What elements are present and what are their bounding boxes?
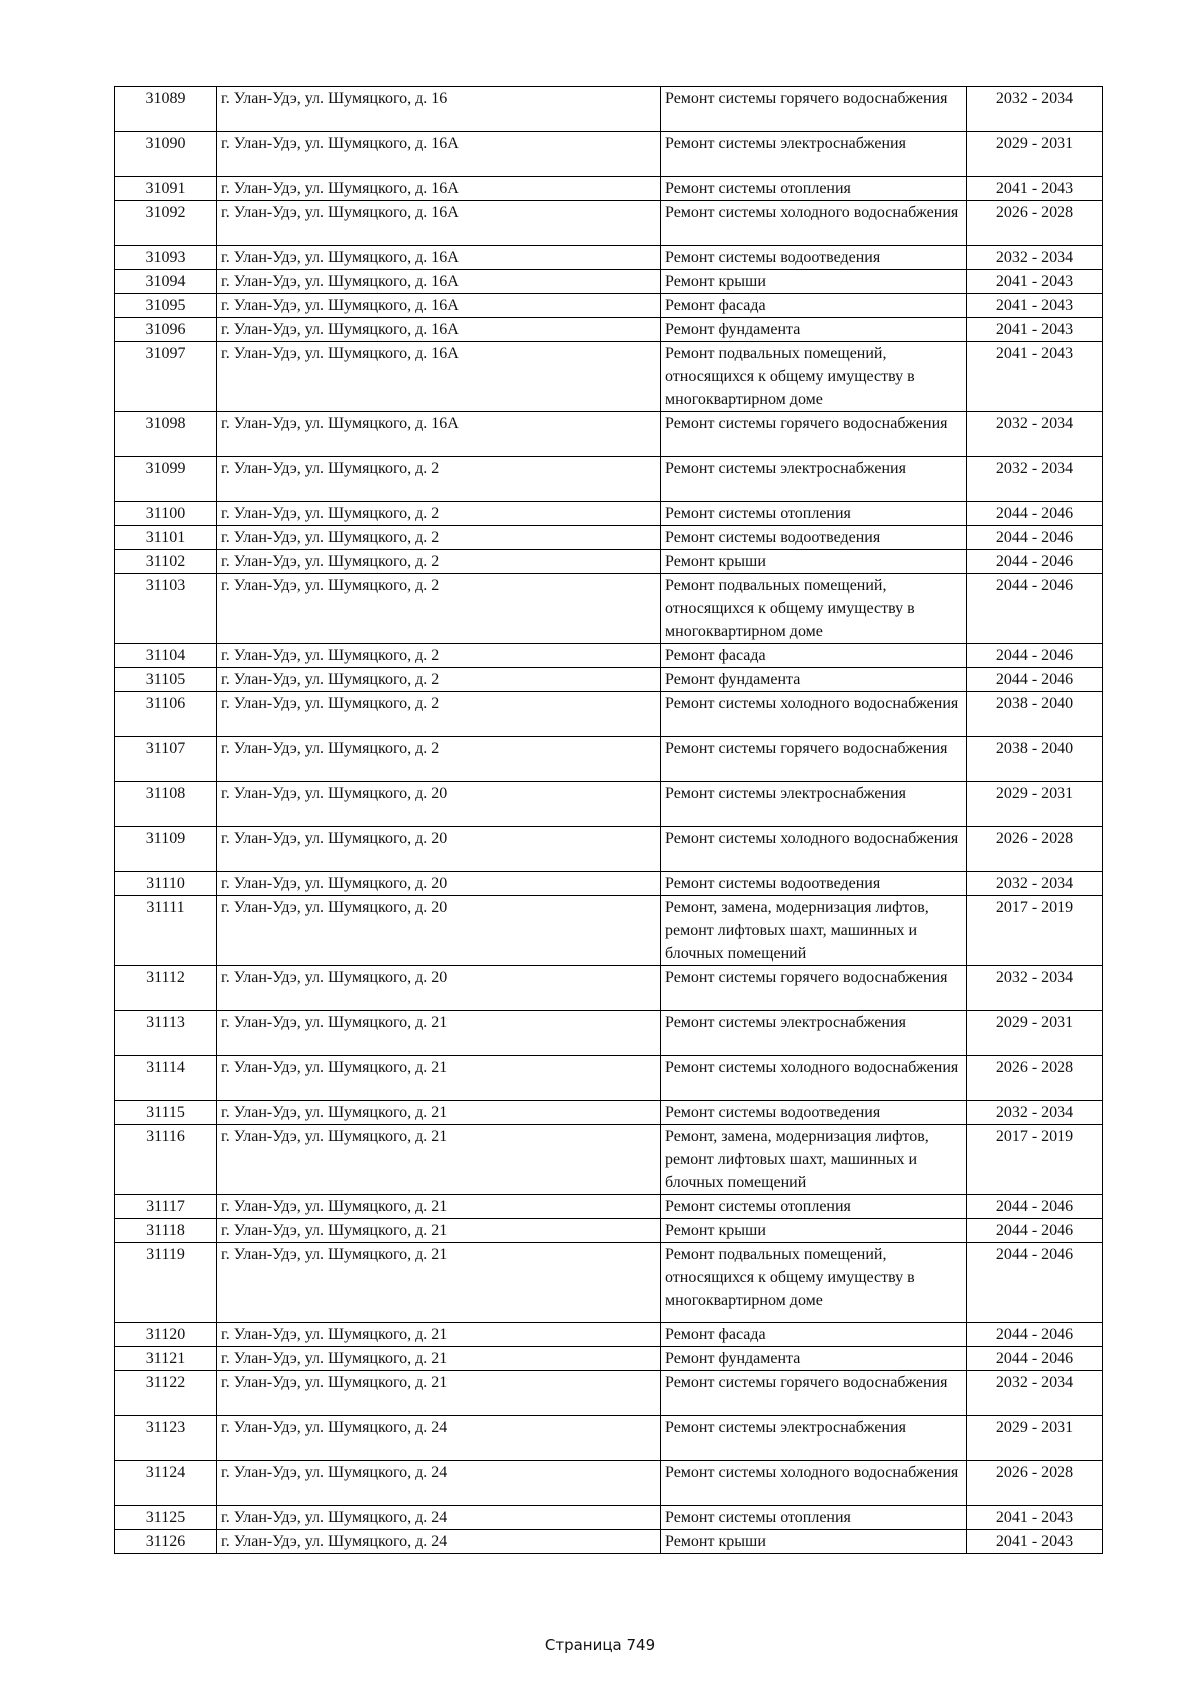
cell-period: 2041 - 2043 <box>967 342 1103 412</box>
table-row <box>115 1416 1103 1461</box>
cell-address: г. Улан-Удэ, ул. Шумяцкого, д. 21 <box>217 1011 661 1056</box>
cell-address: г. Улан-Удэ, ул. Шумяцкого, д. 20 <box>217 966 661 1011</box>
cell-work: Ремонт системы электроснабжения <box>661 782 967 827</box>
cell-address: г. Улан-Удэ, ул. Шумяцкого, д. 21 <box>217 1056 661 1101</box>
cell-address: г. Улан-Удэ, ул. Шумяцкого, д. 16 <box>217 87 661 132</box>
table-row <box>115 342 1103 412</box>
table-body <box>115 87 1103 1554</box>
cell-work: Ремонт системы электроснабжения <box>661 1011 967 1056</box>
cell-work: Ремонт крыши <box>661 270 967 294</box>
table-row <box>115 1125 1103 1195</box>
cell-address: г. Улан-Удэ, ул. Шумяцкого, д. 16А <box>217 246 661 270</box>
cell-id: 31117 <box>115 1195 217 1219</box>
cell-address: г. Улан-Удэ, ул. Шумяцкого, д. 16А <box>217 342 661 412</box>
cell-address: г. Улан-Удэ, ул. Шумяцкого, д. 21 <box>217 1371 661 1416</box>
cell-period: 2044 - 2046 <box>967 1219 1103 1243</box>
cell-address: г. Улан-Удэ, ул. Шумяцкого, д. 24 <box>217 1416 661 1461</box>
cell-period: 2017 - 2019 <box>967 896 1103 966</box>
table-row <box>115 827 1103 872</box>
cell-id: 31126 <box>115 1530 217 1554</box>
cell-period: 2026 - 2028 <box>967 1056 1103 1101</box>
table-row <box>115 1195 1103 1219</box>
cell-id: 31123 <box>115 1416 217 1461</box>
table-row <box>115 668 1103 692</box>
cell-id: 31113 <box>115 1011 217 1056</box>
cell-id: 31094 <box>115 270 217 294</box>
cell-address: г. Улан-Удэ, ул. Шумяцкого, д. 2 <box>217 526 661 550</box>
cell-period: 2044 - 2046 <box>967 574 1103 644</box>
cell-address: г. Улан-Удэ, ул. Шумяцкого, д. 21 <box>217 1243 661 1323</box>
cell-work: Ремонт фасада <box>661 294 967 318</box>
cell-address: г. Улан-Удэ, ул. Шумяцкого, д. 16А <box>217 318 661 342</box>
cell-period: 2026 - 2028 <box>967 1461 1103 1506</box>
cell-address: г. Улан-Удэ, ул. Шумяцкого, д. 20 <box>217 872 661 896</box>
table-row <box>115 574 1103 644</box>
cell-period: 2029 - 2031 <box>967 1011 1103 1056</box>
cell-address: г. Улан-Удэ, ул. Шумяцкого, д. 24 <box>217 1461 661 1506</box>
cell-period: 2026 - 2028 <box>967 827 1103 872</box>
cell-period: 2041 - 2043 <box>967 294 1103 318</box>
cell-id: 31092 <box>115 201 217 246</box>
cell-work: Ремонт системы горячего водоснабжения <box>661 87 967 132</box>
cell-period: 2044 - 2046 <box>967 1195 1103 1219</box>
table-row <box>115 177 1103 201</box>
cell-work: Ремонт системы водоотведения <box>661 1101 967 1125</box>
cell-work: Ремонт, замена, модернизация лифтов, ремонт лифтовых шахт, машинных и блочных помещений <box>661 896 967 966</box>
cell-id: 31122 <box>115 1371 217 1416</box>
cell-address: г. Улан-Удэ, ул. Шумяцкого, д. 24 <box>217 1506 661 1530</box>
cell-work: Ремонт системы отопления <box>661 177 967 201</box>
cell-work: Ремонт системы отопления <box>661 1195 967 1219</box>
table-row <box>115 318 1103 342</box>
cell-address: г. Улан-Удэ, ул. Шумяцкого, д. 21 <box>217 1195 661 1219</box>
cell-work: Ремонт системы холодного водоснабжения <box>661 201 967 246</box>
cell-work: Ремонт фундамента <box>661 668 967 692</box>
table-row <box>115 270 1103 294</box>
cell-address: г. Улан-Удэ, ул. Шумяцкого, д. 16А <box>217 270 661 294</box>
cell-address: г. Улан-Удэ, ул. Шумяцкого, д. 21 <box>217 1219 661 1243</box>
table-row <box>115 872 1103 896</box>
cell-period: 2032 - 2034 <box>967 1101 1103 1125</box>
cell-work: Ремонт системы электроснабжения <box>661 457 967 502</box>
cell-id: 31114 <box>115 1056 217 1101</box>
repair-schedule-table <box>114 86 1103 1554</box>
cell-id: 31102 <box>115 550 217 574</box>
cell-work: Ремонт системы отопления <box>661 1506 967 1530</box>
cell-id: 31121 <box>115 1347 217 1371</box>
cell-work: Ремонт системы холодного водоснабжения <box>661 1461 967 1506</box>
table-row <box>115 1371 1103 1416</box>
table-row <box>115 1323 1103 1347</box>
table-row <box>115 201 1103 246</box>
table-row <box>115 1347 1103 1371</box>
cell-id: 31111 <box>115 896 217 966</box>
cell-work: Ремонт системы горячего водоснабжения <box>661 412 967 457</box>
table-row <box>115 1011 1103 1056</box>
table-row <box>115 1056 1103 1101</box>
cell-address: г. Улан-Удэ, ул. Шумяцкого, д. 2 <box>217 692 661 737</box>
cell-period: 2032 - 2034 <box>967 457 1103 502</box>
cell-id: 31103 <box>115 574 217 644</box>
table-row <box>115 294 1103 318</box>
cell-address: г. Улан-Удэ, ул. Шумяцкого, д. 2 <box>217 668 661 692</box>
table-row <box>115 1506 1103 1530</box>
table-row <box>115 782 1103 827</box>
cell-id: 31096 <box>115 318 217 342</box>
table-row <box>115 737 1103 782</box>
cell-address: г. Улан-Удэ, ул. Шумяцкого, д. 2 <box>217 644 661 668</box>
cell-id: 31105 <box>115 668 217 692</box>
cell-work: Ремонт крыши <box>661 550 967 574</box>
cell-period: 2017 - 2019 <box>967 1125 1103 1195</box>
cell-id: 31124 <box>115 1461 217 1506</box>
cell-period: 2041 - 2043 <box>967 318 1103 342</box>
cell-period: 2044 - 2046 <box>967 526 1103 550</box>
cell-period: 2038 - 2040 <box>967 692 1103 737</box>
cell-work: Ремонт подвальных помещений, относящихся к общему имуществу в многоквартирном доме <box>661 574 967 644</box>
cell-period: 2029 - 2031 <box>967 1416 1103 1461</box>
cell-work: Ремонт системы холодного водоснабжения <box>661 827 967 872</box>
table-row <box>115 526 1103 550</box>
cell-work: Ремонт фундамента <box>661 1347 967 1371</box>
cell-address: г. Улан-Удэ, ул. Шумяцкого, д. 20 <box>217 896 661 966</box>
cell-period: 2044 - 2046 <box>967 1243 1103 1323</box>
cell-period: 2026 - 2028 <box>967 201 1103 246</box>
table-row <box>115 692 1103 737</box>
table-row <box>115 457 1103 502</box>
cell-id: 31097 <box>115 342 217 412</box>
cell-address: г. Улан-Удэ, ул. Шумяцкого, д. 2 <box>217 574 661 644</box>
cell-id: 31099 <box>115 457 217 502</box>
table-row <box>115 1461 1103 1506</box>
cell-address: г. Улан-Удэ, ул. Шумяцкого, д. 2 <box>217 457 661 502</box>
cell-period: 2041 - 2043 <box>967 177 1103 201</box>
cell-address: г. Улан-Удэ, ул. Шумяцкого, д. 16А <box>217 177 661 201</box>
table-row <box>115 246 1103 270</box>
cell-period: 2044 - 2046 <box>967 1347 1103 1371</box>
cell-address: г. Улан-Удэ, ул. Шумяцкого, д. 16А <box>217 201 661 246</box>
cell-work: Ремонт подвальных помещений, относящихся к общему имуществу в многоквартирном доме <box>661 1243 967 1323</box>
cell-id: 31100 <box>115 502 217 526</box>
cell-work: Ремонт крыши <box>661 1219 967 1243</box>
cell-work: Ремонт системы водоотведения <box>661 872 967 896</box>
cell-work: Ремонт фундамента <box>661 318 967 342</box>
cell-id: 31118 <box>115 1219 217 1243</box>
cell-id: 31108 <box>115 782 217 827</box>
cell-work: Ремонт системы холодного водоснабжения <box>661 692 967 737</box>
cell-period: 2032 - 2034 <box>967 1371 1103 1416</box>
cell-id: 31107 <box>115 737 217 782</box>
cell-period: 2032 - 2034 <box>967 87 1103 132</box>
table-row <box>115 412 1103 457</box>
cell-id: 31116 <box>115 1125 217 1195</box>
cell-period: 2044 - 2046 <box>967 550 1103 574</box>
cell-work: Ремонт системы горячего водоснабжения <box>661 966 967 1011</box>
cell-period: 2032 - 2034 <box>967 246 1103 270</box>
cell-address: г. Улан-Удэ, ул. Шумяцкого, д. 21 <box>217 1347 661 1371</box>
table-row <box>115 896 1103 966</box>
cell-id: 31091 <box>115 177 217 201</box>
cell-period: 2044 - 2046 <box>967 644 1103 668</box>
cell-id: 31115 <box>115 1101 217 1125</box>
cell-address: г. Улан-Удэ, ул. Шумяцкого, д. 16А <box>217 294 661 318</box>
cell-work: Ремонт системы горячего водоснабжения <box>661 1371 967 1416</box>
cell-period: 2044 - 2046 <box>967 668 1103 692</box>
cell-address: г. Улан-Удэ, ул. Шумяцкого, д. 2 <box>217 550 661 574</box>
cell-id: 31110 <box>115 872 217 896</box>
table-row <box>115 1243 1103 1323</box>
cell-address: г. Улан-Удэ, ул. Шумяцкого, д. 20 <box>217 782 661 827</box>
cell-address: г. Улан-Удэ, ул. Шумяцкого, д. 21 <box>217 1125 661 1195</box>
cell-period: 2044 - 2046 <box>967 1323 1103 1347</box>
cell-id: 31112 <box>115 966 217 1011</box>
cell-work: Ремонт, замена, модернизация лифтов, ремонт лифтовых шахт, машинных и блочных помещений <box>661 1125 967 1195</box>
cell-period: 2032 - 2034 <box>967 966 1103 1011</box>
table-row <box>115 966 1103 1011</box>
table-row <box>115 550 1103 574</box>
cell-period: 2032 - 2034 <box>967 412 1103 457</box>
cell-work: Ремонт фасада <box>661 644 967 668</box>
cell-id: 31106 <box>115 692 217 737</box>
cell-work: Ремонт системы водоотведения <box>661 246 967 270</box>
cell-id: 31101 <box>115 526 217 550</box>
cell-work: Ремонт системы холодного водоснабжения <box>661 1056 967 1101</box>
cell-address: г. Улан-Удэ, ул. Шумяцкого, д. 21 <box>217 1101 661 1125</box>
cell-address: г. Улан-Удэ, ул. Шумяцкого, д. 24 <box>217 1530 661 1554</box>
cell-work: Ремонт системы водоотведения <box>661 526 967 550</box>
cell-address: г. Улан-Удэ, ул. Шумяцкого, д. 16А <box>217 412 661 457</box>
cell-address: г. Улан-Удэ, ул. Шумяцкого, д. 16А <box>217 132 661 177</box>
cell-work: Ремонт фасада <box>661 1323 967 1347</box>
cell-work: Ремонт крыши <box>661 1530 967 1554</box>
cell-period: 2032 - 2034 <box>967 872 1103 896</box>
cell-id: 31120 <box>115 1323 217 1347</box>
cell-address: г. Улан-Удэ, ул. Шумяцкого, д. 21 <box>217 1323 661 1347</box>
cell-id: 31125 <box>115 1506 217 1530</box>
table-row <box>115 644 1103 668</box>
table-row <box>115 502 1103 526</box>
cell-id: 31089 <box>115 87 217 132</box>
cell-id: 31095 <box>115 294 217 318</box>
cell-id: 31119 <box>115 1243 217 1323</box>
table-row <box>115 87 1103 132</box>
cell-work: Ремонт подвальных помещений, относящихся к общему имуществу в многоквартирном доме <box>661 342 967 412</box>
cell-work: Ремонт системы электроснабжения <box>661 132 967 177</box>
page-number: Страница 749 <box>544 1636 656 1654</box>
cell-period: 2038 - 2040 <box>967 737 1103 782</box>
table-row <box>115 1101 1103 1125</box>
cell-id: 31093 <box>115 246 217 270</box>
cell-id: 31109 <box>115 827 217 872</box>
table-row <box>115 132 1103 177</box>
cell-work: Ремонт системы отопления <box>661 502 967 526</box>
cell-period: 2044 - 2046 <box>967 502 1103 526</box>
table-row <box>115 1219 1103 1243</box>
cell-address: г. Улан-Удэ, ул. Шумяцкого, д. 2 <box>217 502 661 526</box>
cell-period: 2041 - 2043 <box>967 1530 1103 1554</box>
cell-period: 2029 - 2031 <box>967 782 1103 827</box>
cell-period: 2041 - 2043 <box>967 270 1103 294</box>
cell-work: Ремонт системы электроснабжения <box>661 1416 967 1461</box>
cell-period: 2041 - 2043 <box>967 1506 1103 1530</box>
cell-work: Ремонт системы горячего водоснабжения <box>661 737 967 782</box>
cell-period: 2029 - 2031 <box>967 132 1103 177</box>
cell-id: 31098 <box>115 412 217 457</box>
table-row <box>115 1530 1103 1554</box>
cell-id: 31090 <box>115 132 217 177</box>
cell-id: 31104 <box>115 644 217 668</box>
cell-address: г. Улан-Удэ, ул. Шумяцкого, д. 2 <box>217 737 661 782</box>
cell-address: г. Улан-Удэ, ул. Шумяцкого, д. 20 <box>217 827 661 872</box>
